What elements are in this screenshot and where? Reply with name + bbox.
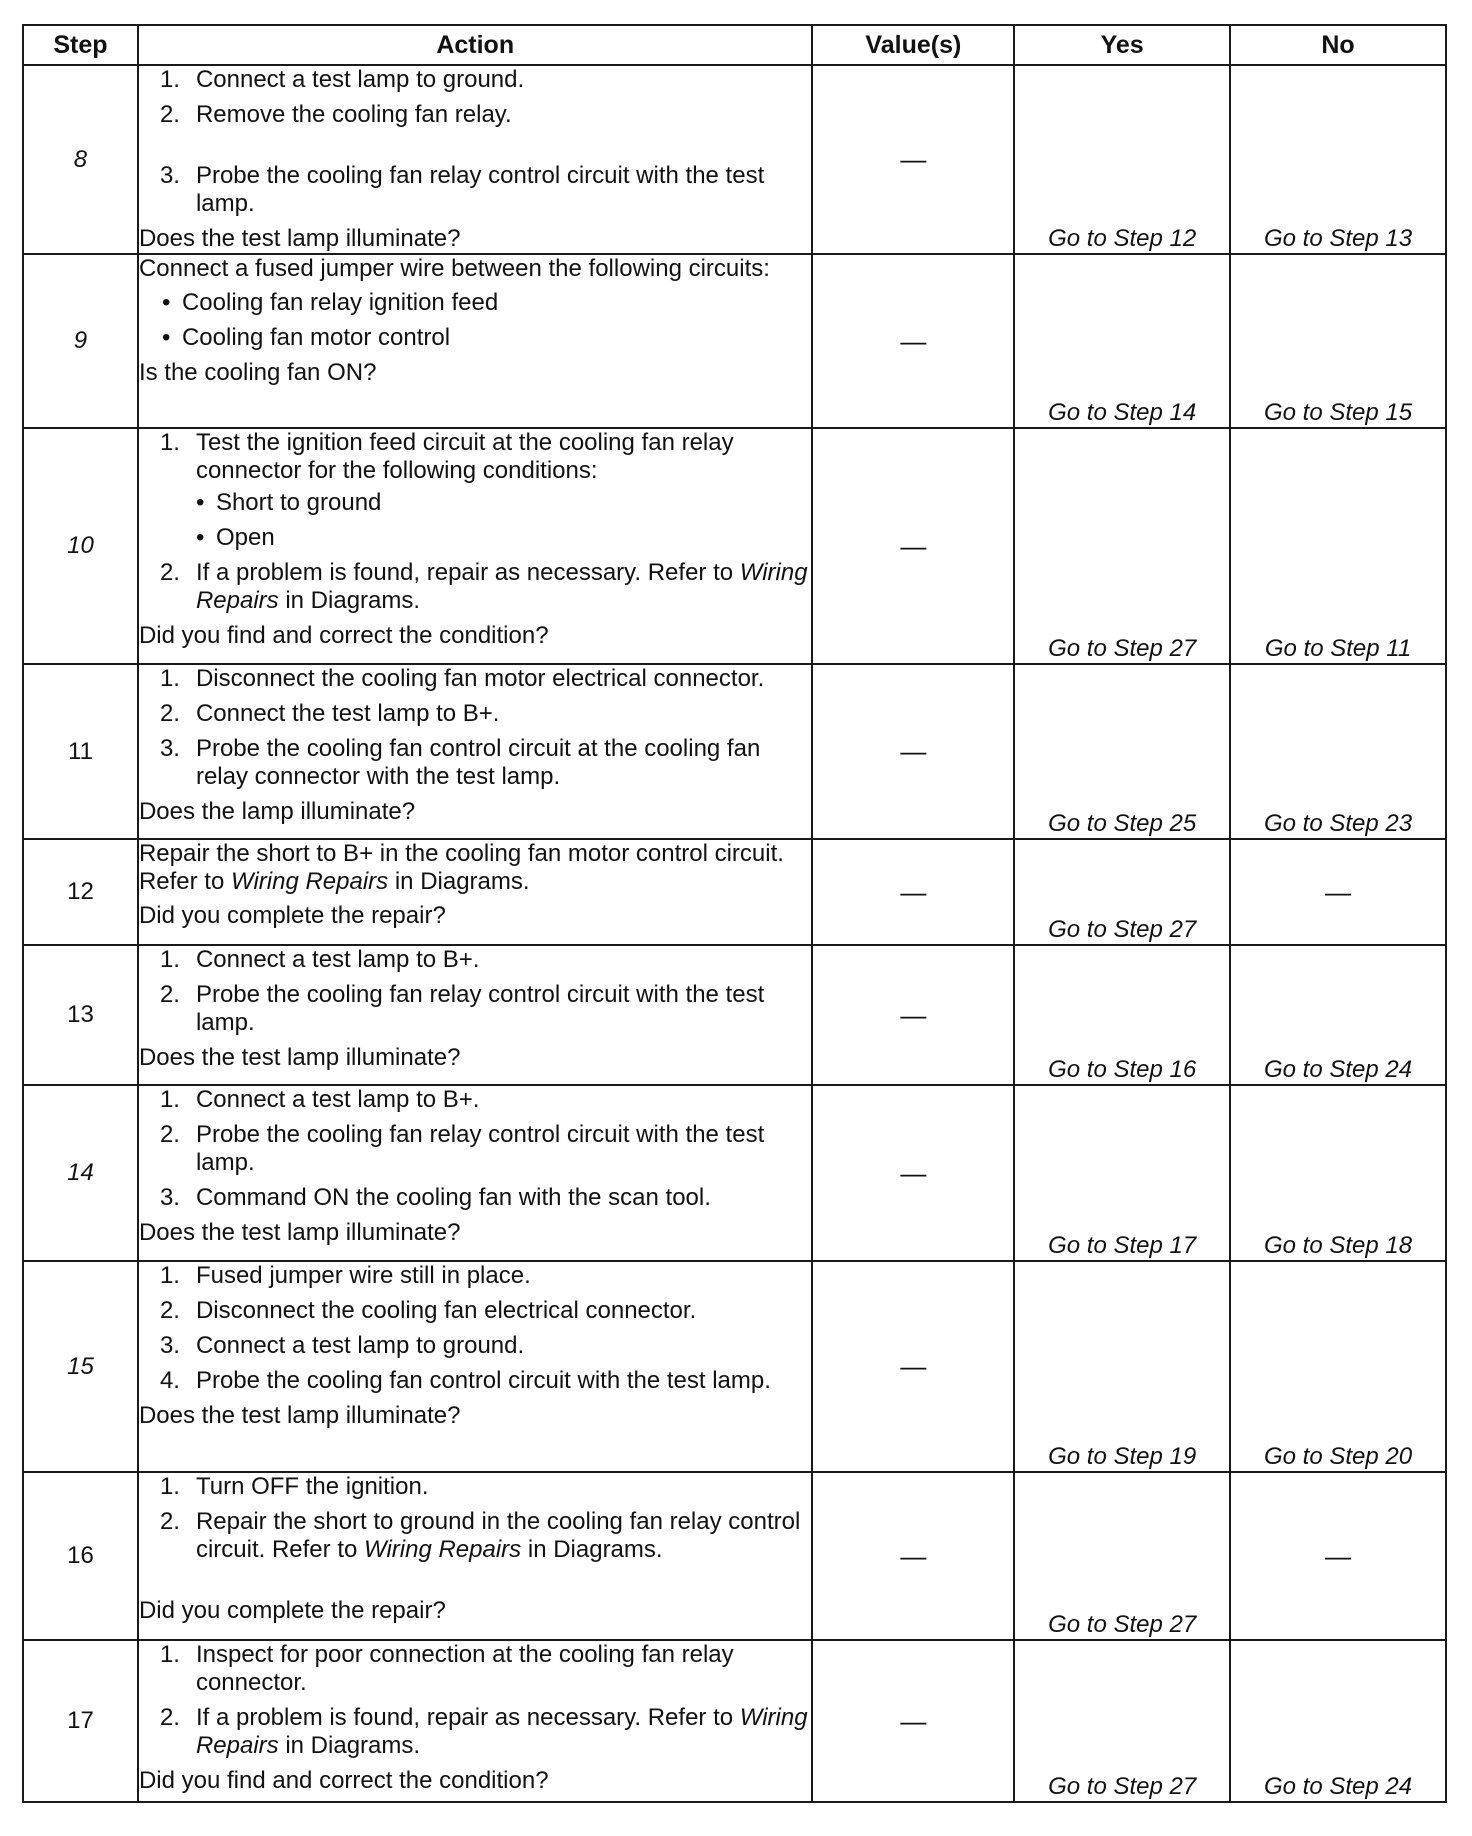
step-number: 12 [23, 839, 138, 945]
action-text-part: Repair the short to B+ in the cooling fan motor control circuit. Refer to [138, 840, 784, 895]
list-item: 1. Turn OFF the ignition. [159, 1473, 429, 1500]
action-text: Connect the test lamp to B+. [195, 700, 500, 727]
step-number: 13 [23, 945, 138, 1085]
bullet-list [196, 489, 812, 552]
action-text: Probe the cooling fan relay control circuit with the test lamp. [195, 981, 765, 1036]
header-no: No [1230, 25, 1446, 65]
wiring-repairs-reference: Wiring Repairs [195, 1704, 808, 1759]
table-row [23, 65, 1446, 254]
action-cell [138, 839, 813, 945]
wiring-repairs-reference: Wiring Repairs [231, 868, 389, 895]
action-text: in Diagrams. [285, 587, 421, 614]
action-text: Probe the cooling fan control circuit at the cooling fan relay connector with the test lamp. [195, 735, 761, 790]
list-item: 2. Repair the short to ground in the cooling fan relay control circuit. Refer to Wiring Repairs in Diagrams. [159, 1508, 801, 1563]
action-text: in Diagrams. [527, 1536, 663, 1563]
value-cell: — [812, 1640, 1014, 1802]
question: Did you complete the repair? [138, 902, 446, 929]
no-link: Go to Step 24 [1230, 945, 1446, 1085]
yes-link: Go to Step 27 [1014, 1472, 1230, 1640]
list-item: 2. Probe the cooling fan relay control circuit with the test lamp. [159, 981, 765, 1036]
header-step: Step [23, 25, 138, 65]
table-row [23, 1085, 1446, 1261]
yes-link: Go to Step 27 [1014, 428, 1230, 664]
list-item: 1. Fused jumper wire still in place. [159, 1262, 531, 1289]
list-item: 2. Disconnect the cooling fan electrical connector. [159, 1297, 697, 1324]
list-item: 2. Probe the cooling fan relay control circuit with the test lamp. [159, 1121, 765, 1176]
action-text: Remove the cooling fan relay. [195, 101, 512, 128]
value-cell: — [812, 1472, 1014, 1640]
table-row [23, 945, 1446, 1085]
yes-link: Go to Step 25 [1014, 664, 1230, 839]
action-text [139, 840, 812, 896]
value-cell: — [812, 1261, 1014, 1472]
list-item: 1. Disconnect the cooling fan motor electrical connector. [159, 665, 765, 692]
action-text: If a problem is found, repair as necessary. Refer to [195, 1704, 734, 1731]
list-item: 3. Command ON the cooling fan with the scan tool. [159, 1184, 711, 1211]
action-text: Test the ignition feed circuit at the cooling fan relay connector for the following conditions: [195, 429, 734, 484]
action-text: Disconnect the cooling fan electrical connector. [195, 1297, 697, 1324]
action-text: Probe the cooling fan relay control circuit with the test lamp. [195, 1121, 765, 1176]
table-row [23, 664, 1446, 839]
list-item: 1. Connect a test lamp to B+. [159, 946, 480, 973]
action-list [139, 1262, 812, 1395]
question: Does the test lamp illuminate? [138, 1044, 461, 1071]
bullet-item: • Short to ground [196, 489, 812, 517]
yes-link: Go to Step 12 [1014, 65, 1230, 254]
step-number: 15 [23, 1261, 138, 1472]
action-cell [138, 1640, 813, 1802]
list-item: 1. Connect a test lamp to B+. [159, 1086, 480, 1113]
action-text: Connect a test lamp to ground. [195, 1332, 525, 1359]
question: Did you find and correct the condition? [138, 1767, 549, 1794]
wiring-repairs-reference: Wiring Repairs [364, 1536, 522, 1563]
bullet-item: • Cooling fan relay ignition feed [162, 289, 812, 317]
yes-link: Go to Step 19 [1014, 1261, 1230, 1472]
step-number: 9 [23, 254, 138, 428]
value-cell: — [812, 65, 1014, 254]
yes-link: Go to Step 16 [1014, 945, 1230, 1085]
action-text: Repair the short to ground in the cooling fan relay control circuit. Refer to [195, 1508, 801, 1563]
action-text: Command ON the cooling fan with the scan tool. [195, 1184, 711, 1211]
bullet-list [139, 289, 812, 352]
table-row [23, 254, 1446, 428]
action-text: Fused jumper wire still in place. [195, 1262, 531, 1289]
step-number: 16 [23, 1472, 138, 1640]
action-text-part: in Diagrams. [394, 868, 530, 895]
wiring-repairs-reference: Wiring Repairs [195, 559, 808, 614]
header-action: Action [138, 25, 813, 65]
list-item: 3. Connect a test lamp to ground. [159, 1332, 525, 1359]
table-row [23, 1640, 1446, 1802]
value-cell: — [812, 428, 1014, 664]
no-link: Go to Step 24 [1230, 1640, 1446, 1802]
list-item: 2. If a problem is found, repair as necessary. Refer to Wiring Repairs in Diagrams. [159, 559, 808, 614]
action-list [139, 429, 812, 615]
no-link: — [1230, 1472, 1446, 1640]
action-list [139, 1473, 812, 1590]
action-text: Inspect for poor connection at the cooling fan relay connector. [195, 1641, 734, 1696]
bullet-item: • Open [196, 524, 812, 552]
action-cell [138, 945, 813, 1085]
action-intro: Connect a fused jumper wire between the following circuits: [138, 255, 770, 282]
no-link: Go to Step 23 [1230, 664, 1446, 839]
list-item: 2. If a problem is found, repair as necessary. Refer to Wiring Repairs in Diagrams. [159, 1704, 808, 1759]
question: Does the test lamp illuminate? [138, 225, 461, 252]
bullet-item: • Cooling fan motor control [162, 324, 812, 352]
action-text: Connect a test lamp to B+. [195, 946, 480, 973]
question: Is the cooling fan ON? [138, 359, 377, 386]
yes-link: Go to Step 17 [1014, 1085, 1230, 1261]
yes-link: Go to Step 14 [1014, 254, 1230, 428]
action-list [139, 665, 812, 791]
action-text: in Diagrams. [285, 1732, 421, 1759]
question: Does the test lamp illuminate? [138, 1402, 461, 1429]
action-text: Disconnect the cooling fan motor electrical connector. [195, 665, 765, 692]
header-values: Value(s) [812, 25, 1014, 65]
action-text: Probe the cooling fan control circuit with the test lamp. [195, 1367, 771, 1394]
question: Did you complete the repair? [138, 1597, 446, 1624]
yes-link: Go to Step 27 [1014, 839, 1230, 945]
value-cell: — [812, 1085, 1014, 1261]
question: Does the lamp illuminate? [138, 798, 416, 825]
value-cell: — [812, 254, 1014, 428]
action-list [139, 1086, 812, 1212]
header-yes: Yes [1014, 25, 1230, 65]
value-cell: — [812, 839, 1014, 945]
step-number: 17 [23, 1640, 138, 1802]
list-item: 1. Test the ignition feed circuit at the cooling fan relay connector for the following conditions: • Short to ground • Open [139, 429, 812, 552]
action-cell [138, 428, 813, 664]
action-text: If a problem is found, repair as necessary. Refer to [195, 559, 734, 586]
list-item: 4. Probe the cooling fan control circuit with the test lamp. [159, 1367, 771, 1394]
value-cell: — [812, 664, 1014, 839]
action-cell [138, 1472, 813, 1640]
no-link: — [1230, 839, 1446, 945]
no-link: Go to Step 18 [1230, 1085, 1446, 1261]
no-link: Go to Step 20 [1230, 1261, 1446, 1472]
value-cell: — [812, 945, 1014, 1085]
list-item: 3. Probe the cooling fan relay control circuit with the test lamp. [159, 162, 765, 217]
list-item: 1. Inspect for poor connection at the cooling fan relay connector. [159, 1641, 734, 1696]
action-text: Turn OFF the ignition. [195, 1473, 429, 1500]
table-row [23, 428, 1446, 664]
question: Does the test lamp illuminate? [138, 1219, 461, 1246]
table-row [23, 1261, 1446, 1472]
action-text: Connect a test lamp to ground. [195, 66, 525, 93]
step-number: 14 [23, 1085, 138, 1261]
yes-link: Go to Step 27 [1014, 1640, 1230, 1802]
action-text: Connect a test lamp to B+. [195, 1086, 480, 1113]
action-cell [138, 1261, 813, 1472]
diagnostic-table [22, 24, 1447, 1803]
step-number: 10 [23, 428, 138, 664]
action-list [139, 1641, 812, 1760]
list-item: 1. Connect a test lamp to ground. [159, 66, 525, 93]
no-link: Go to Step 13 [1230, 65, 1446, 254]
action-cell [138, 254, 813, 428]
action-list [139, 66, 812, 218]
step-number: 11 [23, 664, 138, 839]
action-text: Probe the cooling fan relay control circuit with the test lamp. [195, 162, 765, 217]
header-row [23, 25, 1446, 65]
no-link: Go to Step 11 [1230, 428, 1446, 664]
list-item: 2. Remove the cooling fan relay. [159, 101, 512, 128]
no-link: Go to Step 15 [1230, 254, 1446, 428]
action-cell [138, 65, 813, 254]
action-cell [138, 664, 813, 839]
table-row [23, 839, 1446, 945]
question: Did you find and correct the condition? [138, 622, 549, 649]
action-list [139, 946, 812, 1037]
list-item: 2. Connect the test lamp to B+. [159, 700, 500, 727]
action-cell [138, 1085, 813, 1261]
step-number: 8 [23, 65, 138, 254]
table-row [23, 1472, 1446, 1640]
list-item: 3. Probe the cooling fan control circuit at the cooling fan relay connector with the test lamp. [159, 735, 761, 790]
